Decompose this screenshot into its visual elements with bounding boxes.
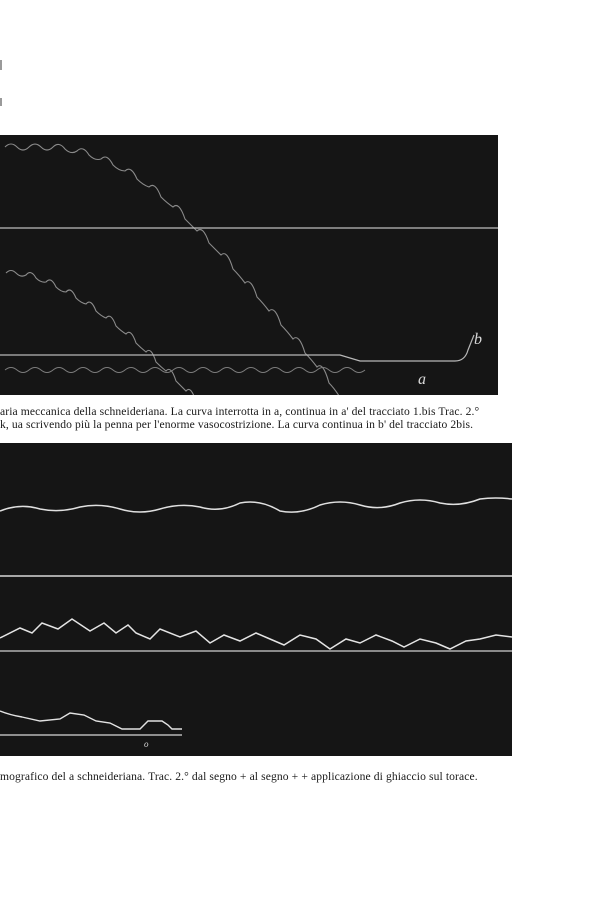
plate-label-b: b	[474, 331, 482, 348]
caption-line-3: mografico del a schneideriana. Trac. 2.° dal segno + al segno + + applicazione di ghiaccio sul torace.	[0, 770, 478, 783]
plate-label-a: a	[418, 371, 426, 388]
pulse-tracing-1	[5, 144, 461, 395]
volume-tracing-1	[0, 498, 512, 512]
volume-tracing-3	[0, 711, 182, 729]
baseline-2	[0, 335, 474, 361]
pulse-tracing-2	[6, 271, 346, 396]
lower-tracing-figure	[0, 443, 512, 756]
page-edge-mark	[0, 60, 2, 70]
caption-line-2: k, ua scrivendo più la penna per l'enorme vasocostrizione. La curva continua in b' del tracciato 2bis.	[0, 418, 474, 431]
plate-label-o: o	[144, 739, 149, 749]
caption-line-1: aria meccanica della schneideriana. La curva interrotta in a, continua in a' del tracciato 1.bis Trac. 2.°	[0, 405, 480, 418]
pulse-tracing-3	[5, 368, 365, 373]
lower-tracing-plate	[0, 443, 512, 756]
volume-tracing-2	[0, 619, 512, 649]
upper-tracing-plate	[0, 135, 498, 395]
upper-tracing-figure	[0, 135, 498, 395]
page-edge-mark	[0, 98, 2, 106]
